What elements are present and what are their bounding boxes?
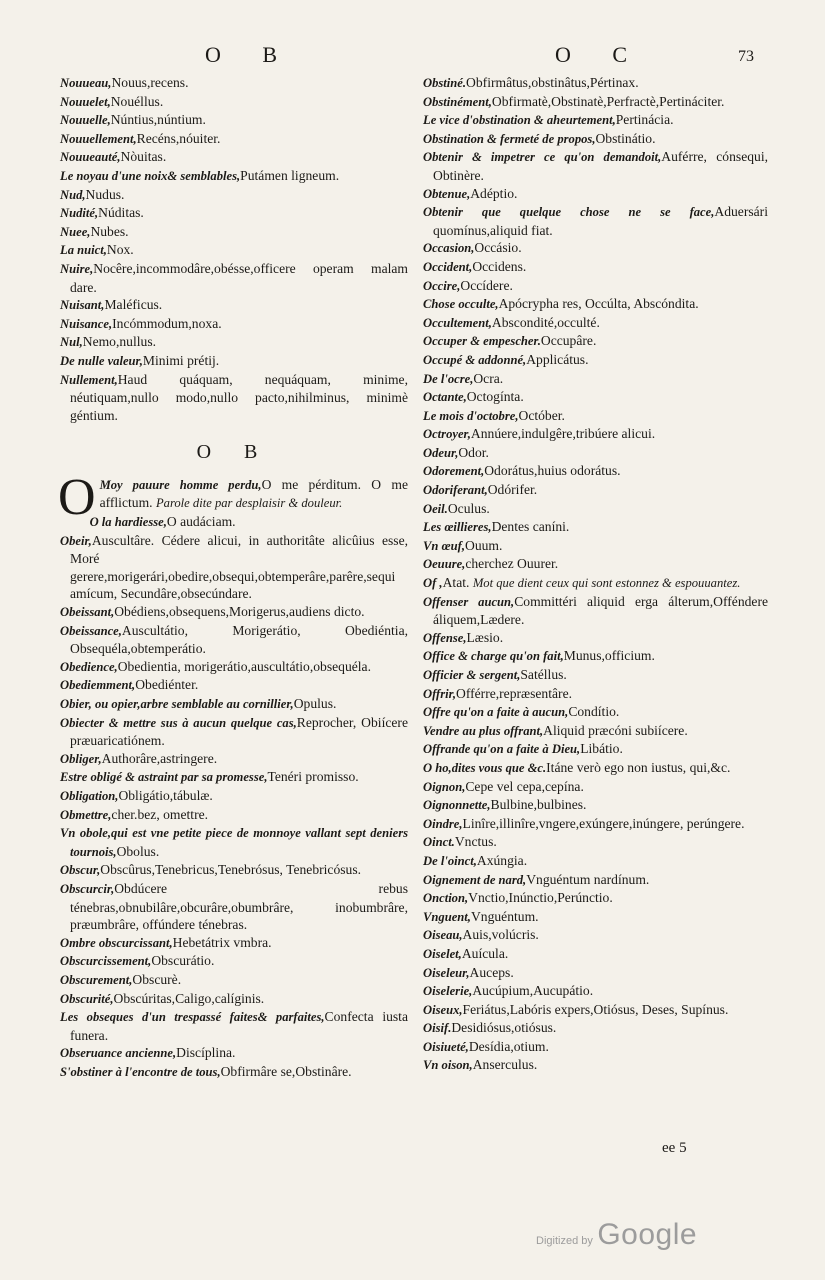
headword: Oignonnette,: [423, 798, 491, 813]
latin-translation: Auscultátio, Morigerátio, Obediéntia, Obsequéla,obtemperátio.: [70, 622, 408, 657]
latin-translation: Occídere.: [460, 277, 513, 293]
latin-translation: Vnguéntum.: [470, 908, 539, 924]
headword: O ho,dites vous que &c.: [423, 760, 547, 775]
latin-translation: Applicátus.: [526, 351, 589, 367]
right-column: [423, 74, 768, 1075]
headword: Oiselet,: [423, 946, 462, 961]
latin-translation: Tenéri promisso.: [267, 769, 359, 785]
running-header-left: O B: [205, 42, 296, 67]
google-logo: Google: [597, 1218, 698, 1251]
dictionary-entry: [423, 815, 768, 834]
latin-translation: Auceps.: [469, 964, 514, 980]
entries-ob: [58, 468, 409, 1082]
latin-translation: O audáciam.: [166, 514, 236, 530]
headword: Of ,: [423, 576, 443, 591]
dictionary-entry: [423, 332, 768, 351]
headword: Offrande qu'on a faite à Dieu,: [423, 742, 581, 757]
latin-translation: Anserculus.: [472, 1057, 538, 1073]
dictionary-entry: [60, 1063, 408, 1082]
latin-translation: Hebetátrix vmbra.: [172, 934, 272, 950]
dictionary-entry: [60, 315, 408, 334]
watermark-prefix: Digitized by: [536, 1235, 593, 1247]
latin-translation: Auícula.: [461, 945, 509, 961]
headword: Obseruance ancienne,: [60, 1046, 177, 1061]
headword: Moy pauure homme perdu,: [99, 477, 262, 492]
headword: Oignement de nard,: [423, 872, 527, 887]
headword: De l'oinct,: [423, 853, 477, 868]
latin-translation: Condítio.: [568, 704, 620, 720]
latin-translation: Ouum.: [465, 537, 503, 553]
headword: Octante,: [423, 390, 467, 405]
dictionary-entry: [423, 964, 768, 983]
latin-translation: Obscurátio.: [151, 953, 215, 969]
dictionary-entry: [423, 148, 768, 184]
dictionary-entry: [423, 926, 768, 945]
latin-translation: Obfirmâre se,Obstinâre.: [220, 1063, 352, 1079]
headword: Obtenue,: [423, 186, 471, 201]
latin-translation: Occupâre.: [540, 333, 597, 349]
headword: Vn obole,qui est vne petite piece de monnoye vallant sept deniers tournois,: [60, 826, 408, 859]
headword: Obediemment,: [60, 678, 136, 693]
running-header-right: O C: [555, 42, 646, 67]
headword: Oinct.: [423, 835, 455, 850]
latin-translation: Vnguéntum nardínum.: [526, 871, 650, 887]
latin-translation: Occidens.: [472, 258, 527, 274]
latin-translation: Odor.: [458, 444, 489, 460]
dictionary-entry: [423, 518, 768, 537]
dictionary-entry: [60, 1044, 408, 1063]
dictionary-entry: [423, 351, 768, 370]
dictionary-entry: [423, 833, 768, 852]
headword: Oiseleur,: [423, 965, 470, 980]
headword: Obligation,: [60, 788, 119, 803]
headword: Vn œuf,: [423, 538, 465, 553]
dictionary-entry: [60, 352, 408, 371]
dictionary-entry: [423, 1038, 768, 1057]
dictionary-entry: [60, 296, 408, 315]
latin-translation: Aduersári quomínus,aliquid fiat.: [433, 204, 768, 238]
dictionary-entry: [423, 314, 768, 333]
headword: Le vice d'obstination & aheurtement,: [423, 113, 616, 128]
dictionary-entry: [423, 647, 768, 666]
latin-translation: Adéptio.: [470, 185, 518, 201]
headword: Oiseau,: [423, 928, 463, 943]
headword: Occident,: [423, 259, 473, 274]
dictionary-entry: [423, 666, 768, 685]
headword: Les œillieres,: [423, 520, 492, 535]
dictionary-entry: [423, 908, 768, 927]
latin-translation: Munus,officium.: [563, 648, 655, 664]
latin-translation: Linîre,illinîre,vngere,exúngere,inúngere, perúngere.: [462, 815, 745, 831]
latin-translation: Incómmodum,noxa.: [112, 315, 222, 331]
headword: Ombre obscurcissant,: [60, 935, 173, 950]
latin-translation: Octóber.: [518, 407, 565, 423]
headword: Occupé & addonné,: [423, 352, 527, 367]
dictionary-entry: [60, 603, 408, 622]
latin-translation: Nemo,nullus.: [82, 334, 157, 350]
headword: Oisiueté,: [423, 1039, 469, 1054]
latin-translation: Núditas.: [98, 205, 144, 221]
dictionary-entry: [423, 425, 768, 444]
headword: Oisif.: [423, 1021, 452, 1036]
latin-translation: Núntius,núntium.: [110, 112, 206, 128]
latin-translation: Authorâre,astringere.: [101, 750, 218, 766]
dictionary-entry: [423, 593, 768, 629]
headword: O la hardiesse,: [89, 515, 167, 530]
headword: Obstiné.: [423, 76, 467, 90]
dictionary-entry: [423, 111, 768, 130]
dictionary-entry: [60, 787, 408, 806]
dictionary-entry: [423, 407, 768, 426]
headword: Obedience,: [60, 659, 118, 674]
latin-translation: Atat.: [442, 575, 470, 591]
headword: Occultement,: [423, 315, 492, 330]
headword: Occuper & empescher.: [423, 334, 541, 349]
dictionary-entry: [423, 130, 768, 149]
dictionary-entry: [423, 295, 768, 314]
headword: Chose occulte,: [423, 297, 499, 312]
headword: Vn oison,: [423, 1058, 473, 1073]
dictionary-entry: [423, 889, 768, 908]
latin-translation: Annúere,indulgêre,tribúere alicui.: [470, 426, 656, 442]
headword: Nouueauté,: [60, 150, 121, 165]
dictionary-entry: [423, 574, 768, 593]
headword: Oignon,: [423, 779, 466, 794]
dictionary-entry: [423, 481, 768, 500]
latin-translation: Oculus.: [447, 500, 490, 516]
dictionary-entry: [423, 185, 768, 204]
latin-translation: Nòuitas.: [120, 149, 167, 165]
latin-translation: Obfirmâtus,obstinâtus,Pértinax.: [466, 75, 639, 90]
headword: Obliger,: [60, 751, 102, 766]
latin-translation: O me pérditum. O me afflictum.: [99, 476, 409, 511]
headword: Nud,: [60, 187, 86, 202]
dictionary-entry: [423, 1019, 768, 1038]
dictionary-entry: [60, 934, 408, 953]
entries-oc: [423, 74, 768, 1075]
headword: Nudité,: [60, 206, 99, 221]
dictionary-entry: [60, 714, 408, 750]
headword: Obiecter & mettre sus à aucun quelque cas,: [60, 715, 297, 730]
headword: Obscurcir,: [60, 881, 115, 896]
entries-nu: [60, 74, 408, 424]
latin-translation: Desídia,otium.: [468, 1038, 549, 1054]
latin-translation: Feriátus,Labóris expers,Otiósus, Deses, Supínus.: [462, 1001, 729, 1017]
headword: S'obstiner à l'encontre de tous,: [60, 1064, 221, 1079]
latin-translation: Itáne verò ego non iustus, qui,&c.: [546, 759, 731, 775]
headword: Oindre,: [423, 816, 463, 831]
latin-translation: Obédiens,obsequens,Morigerus,audiens dicto.: [114, 604, 365, 620]
headword: La nuict,: [60, 243, 107, 258]
latin-translation: Odórifer.: [487, 482, 538, 498]
headword: Obier, ou opier,arbre semblable au cornillier,: [60, 697, 294, 711]
latin-translation: Obscúritas,Caligo,calíginis.: [113, 990, 265, 1006]
dictionary-entry: [60, 241, 408, 260]
headword: Nouuelet,: [60, 94, 111, 109]
latin-translation: Obscûrus,Tenebricus,Tenebrósus, Tenebricósus.: [100, 862, 362, 878]
dictionary-entry: [60, 333, 408, 352]
dictionary-entry: [60, 260, 408, 296]
headword: Nuisant,: [60, 298, 105, 313]
page-number: 73: [738, 48, 754, 65]
dictionary-entry: [60, 971, 408, 990]
dictionary-entry: [60, 111, 408, 130]
latin-translation: Pertinácia.: [615, 112, 674, 128]
latin-translation: Confecta iusta funera.: [70, 1009, 408, 1043]
headword: Obscur,: [60, 863, 101, 878]
headword: Obeissant,: [60, 605, 115, 620]
headword: Les obseques d'un trespassé faites& parfaites,: [60, 1010, 325, 1025]
headword: Obscurement,: [60, 972, 133, 987]
dictionary-entry: [423, 778, 768, 797]
dictionary-entry: [60, 622, 408, 658]
dictionary-entry: [60, 750, 408, 769]
headword: Occire,: [423, 278, 461, 293]
dictionary-entry: [60, 880, 408, 934]
headword: Odorement,: [423, 464, 485, 479]
latin-translation: Ocra.: [473, 370, 504, 386]
headword: Office & charge qu'on fait,: [423, 649, 564, 664]
latin-translation: Vnctio,Inúnctio,Perúnctio.: [468, 890, 613, 906]
latin-translation: Odorátus,huius odorátus.: [484, 463, 621, 479]
dictionary-entry: [423, 258, 768, 277]
latin-translation: Occásio.: [474, 240, 522, 256]
dictionary-entry: [60, 204, 408, 223]
latin-translation: Nouéllus.: [110, 93, 164, 109]
dictionary-entry: [423, 1056, 768, 1075]
latin-translation: Dentes caníni.: [491, 519, 570, 535]
headword: Oeil.: [423, 501, 448, 516]
latin-translation: Maléficus.: [104, 297, 163, 313]
headword: Occasion,: [423, 241, 475, 256]
headword: Oeuure,: [423, 557, 466, 572]
latin-translation: Putámen ligneum.: [240, 167, 340, 183]
headword: Vendre au plus offrant,: [423, 723, 544, 738]
dictionary-entry: [423, 500, 768, 519]
dictionary-entry: [60, 824, 408, 861]
latin-translation: Reprocher, Obiícere præuaricatiónem.: [70, 714, 408, 749]
headword: Le mois d'octobre,: [423, 408, 519, 423]
headword: Le noyau d'une noix& semblables,: [60, 168, 241, 183]
dictionary-entry: [423, 722, 768, 741]
latin-translation: Axúngia.: [476, 852, 528, 868]
latin-translation: Desidiósus,otiósus.: [451, 1020, 557, 1036]
dictionary-entry: [423, 1001, 768, 1020]
dictionary-entry: [60, 861, 408, 880]
headword: Onction,: [423, 891, 469, 906]
latin-translation: Opulus.: [293, 696, 337, 711]
headword: Nullement,: [60, 372, 118, 387]
dictionary-entry: [60, 768, 408, 787]
drop-cap: O: [58, 468, 96, 526]
headword: Nouuellement,: [60, 131, 137, 146]
headword: Obmettre,: [60, 807, 112, 822]
latin-translation: cherchez Ouurer.: [465, 556, 559, 572]
dictionary-entry: [423, 537, 768, 556]
dictionary-entry: [60, 93, 408, 112]
headword: Nouueau,: [60, 76, 112, 90]
latin-translation: Discíplina.: [176, 1045, 236, 1061]
digitized-watermark: [536, 1218, 697, 1252]
dictionary-entry: [423, 370, 768, 389]
latin-translation: Auscultâre. Cédere alicui, in authoritâte alicûius esse, Moré gerere,morigerári,obedire,obsequi,obtemperâre,parêre,sequi amícum, Secundâre,obsecúndare.: [70, 532, 408, 602]
dictionary-entry: [423, 555, 768, 574]
latin-translation: Obdúcere rebus ténebras,obnubilâre,obcurâre,obumbrâre, inobumbrâre, præumbrâre, offúndere ténebras.: [70, 880, 408, 933]
latin-translation: Haud quáquam, nequáquam, minime, néutiquam,nullo modo,nullo pacto,nihilminus, minimè géntium.: [70, 371, 408, 423]
latin-translation: Obscurè.: [132, 971, 182, 987]
dictionary-entry: [423, 871, 768, 890]
dictionary-entry: [423, 239, 768, 258]
latin-translation: Committéri aliquid erga álterum,Offéndere áliquem,Lædere.: [433, 593, 769, 628]
latin-translation: Auis,volúcris.: [462, 927, 539, 943]
latin-translation: Auférre, cónsequi, Obtinère.: [433, 149, 768, 183]
latin-translation: Bulbine,bulbines.: [490, 797, 587, 813]
headword: Obscurcissement,: [60, 954, 152, 969]
headword: Nul,: [60, 335, 83, 350]
latin-translation: Nubes.: [90, 223, 129, 239]
dictionary-entry: [60, 952, 408, 971]
latin-translation: Obedientia, morigerátio,auscultátio,obsequéla.: [117, 658, 371, 674]
dictionary-entry: [60, 74, 408, 93]
dictionary-entry: [423, 277, 768, 296]
headword: Nuire,: [60, 261, 94, 276]
dictionary-entry: [423, 444, 768, 463]
headword: Oiselerie,: [423, 984, 473, 999]
headword: De l'ocre,: [423, 371, 474, 386]
dictionary-entry: [423, 203, 768, 239]
dictionary-entry: [423, 462, 768, 481]
headword: Oiseux,: [423, 1002, 463, 1017]
dictionary-entry: [60, 186, 408, 205]
latin-translation: Obligátio,tábulæ.: [118, 787, 213, 803]
section-heading: O B: [196, 441, 272, 464]
latin-translation: Vnctus.: [454, 834, 497, 850]
headword: Obeissance,: [60, 623, 122, 638]
dictionary-entry: [423, 982, 768, 1001]
dictionary-entry: [60, 371, 408, 425]
headword: Nuisance,: [60, 316, 113, 331]
dictionary-entry: [60, 130, 408, 149]
dictionary-entry: [423, 852, 768, 871]
dictionary-entry: [423, 629, 768, 648]
latin-translation: cher.bez, omettre.: [111, 806, 209, 822]
latin-translation: Nox.: [106, 242, 134, 258]
latin-translation: Læsio.: [466, 629, 504, 645]
dictionary-entry: [423, 93, 768, 112]
latin-translation: Aliquid præcóni subiícere.: [543, 722, 688, 738]
dictionary-entry: [60, 148, 408, 167]
dictionary-entry: [423, 796, 768, 815]
dictionary-entry: [60, 1008, 408, 1044]
headword: Offre qu'on a faite à aucun,: [423, 705, 569, 720]
headword: Offrir,: [423, 686, 457, 701]
dictionary-entry: [423, 759, 768, 778]
headword: Nouuelle,: [60, 113, 111, 128]
usage-note: Mot que dient ceux qui sont estonnez & espouuantez.: [472, 576, 741, 591]
dictionary-entry: [60, 676, 408, 695]
dictionary-entry: [423, 388, 768, 407]
latin-translation: Cepe vel cepa,cepína.: [465, 778, 584, 794]
headword: Estre obligé & astraint par sa promesse,: [60, 770, 268, 785]
latin-translation: Obediénter.: [135, 677, 199, 693]
latin-translation: Nudus.: [85, 186, 125, 202]
latin-translation: Libátio.: [580, 741, 623, 757]
headword: Obeir,: [60, 533, 92, 548]
dictionary-entry: [60, 806, 408, 825]
latin-translation: Octogínta.: [466, 389, 524, 405]
dictionary-entry: [423, 685, 768, 704]
dictionary-entry: [423, 945, 768, 964]
headword: Obscurité,: [60, 991, 114, 1006]
latin-translation: Minimi prétij.: [142, 352, 220, 368]
headword: Obstinément,: [423, 94, 492, 109]
headword: De nulle valeur,: [60, 353, 143, 368]
headword: Obtenir que quelque chose ne se face,: [423, 205, 715, 220]
latin-translation: Abscondité,occulté.: [491, 314, 600, 330]
dictionary-entry: [423, 703, 768, 722]
headword: Odoriferant,: [423, 483, 488, 498]
dictionary-entry: [60, 990, 408, 1009]
latin-translation: Nocêre,incommodâre,obésse,officere operam malam dare.: [70, 260, 408, 295]
latin-translation: Obolus.: [116, 843, 160, 859]
dictionary-entry: [60, 658, 408, 677]
latin-translation: Satéllus.: [520, 667, 567, 682]
dictionary-entry: [60, 513, 408, 532]
usage-note: Parole dite par desplaisir & douleur.: [155, 496, 343, 511]
dictionary-entry: [60, 223, 408, 242]
headword: Obstination & fermeté de propos,: [423, 131, 596, 146]
headword: Odeur,: [423, 445, 459, 460]
latin-translation: Aucúpium,Aucupátio.: [472, 983, 594, 999]
headword: Officier & sergent,: [423, 668, 521, 682]
headword: Vnguent,: [423, 909, 471, 924]
latin-translation: Nouus,recens.: [111, 75, 189, 90]
headword: Nuee,: [60, 224, 91, 239]
dictionary-entry: [423, 740, 768, 759]
latin-translation: Offérre,repræsentâre.: [456, 685, 573, 701]
latin-translation: Recéns,nóuiter.: [136, 130, 221, 146]
latin-translation: Obstinátio.: [595, 130, 656, 146]
headword: Offense,: [423, 630, 467, 645]
latin-translation: Apócrypha res, Occúlta, Abscóndita.: [498, 296, 699, 312]
headword: Obtenir & impetrer ce qu'on demandoit,: [423, 150, 662, 165]
headword: Octroyer,: [423, 427, 471, 442]
headword: Offenser aucun,: [423, 594, 515, 609]
left-column: [60, 74, 408, 1081]
latin-translation: Obfirmatè,Obstinatè,Perfractè,Pertináciter.: [491, 93, 725, 109]
dictionary-entry: [60, 695, 408, 714]
signature-mark: ee 5: [662, 1140, 687, 1156]
dictionary-entry: [60, 167, 408, 186]
dictionary-entry: [423, 74, 768, 93]
dictionary-entry: [60, 532, 408, 603]
